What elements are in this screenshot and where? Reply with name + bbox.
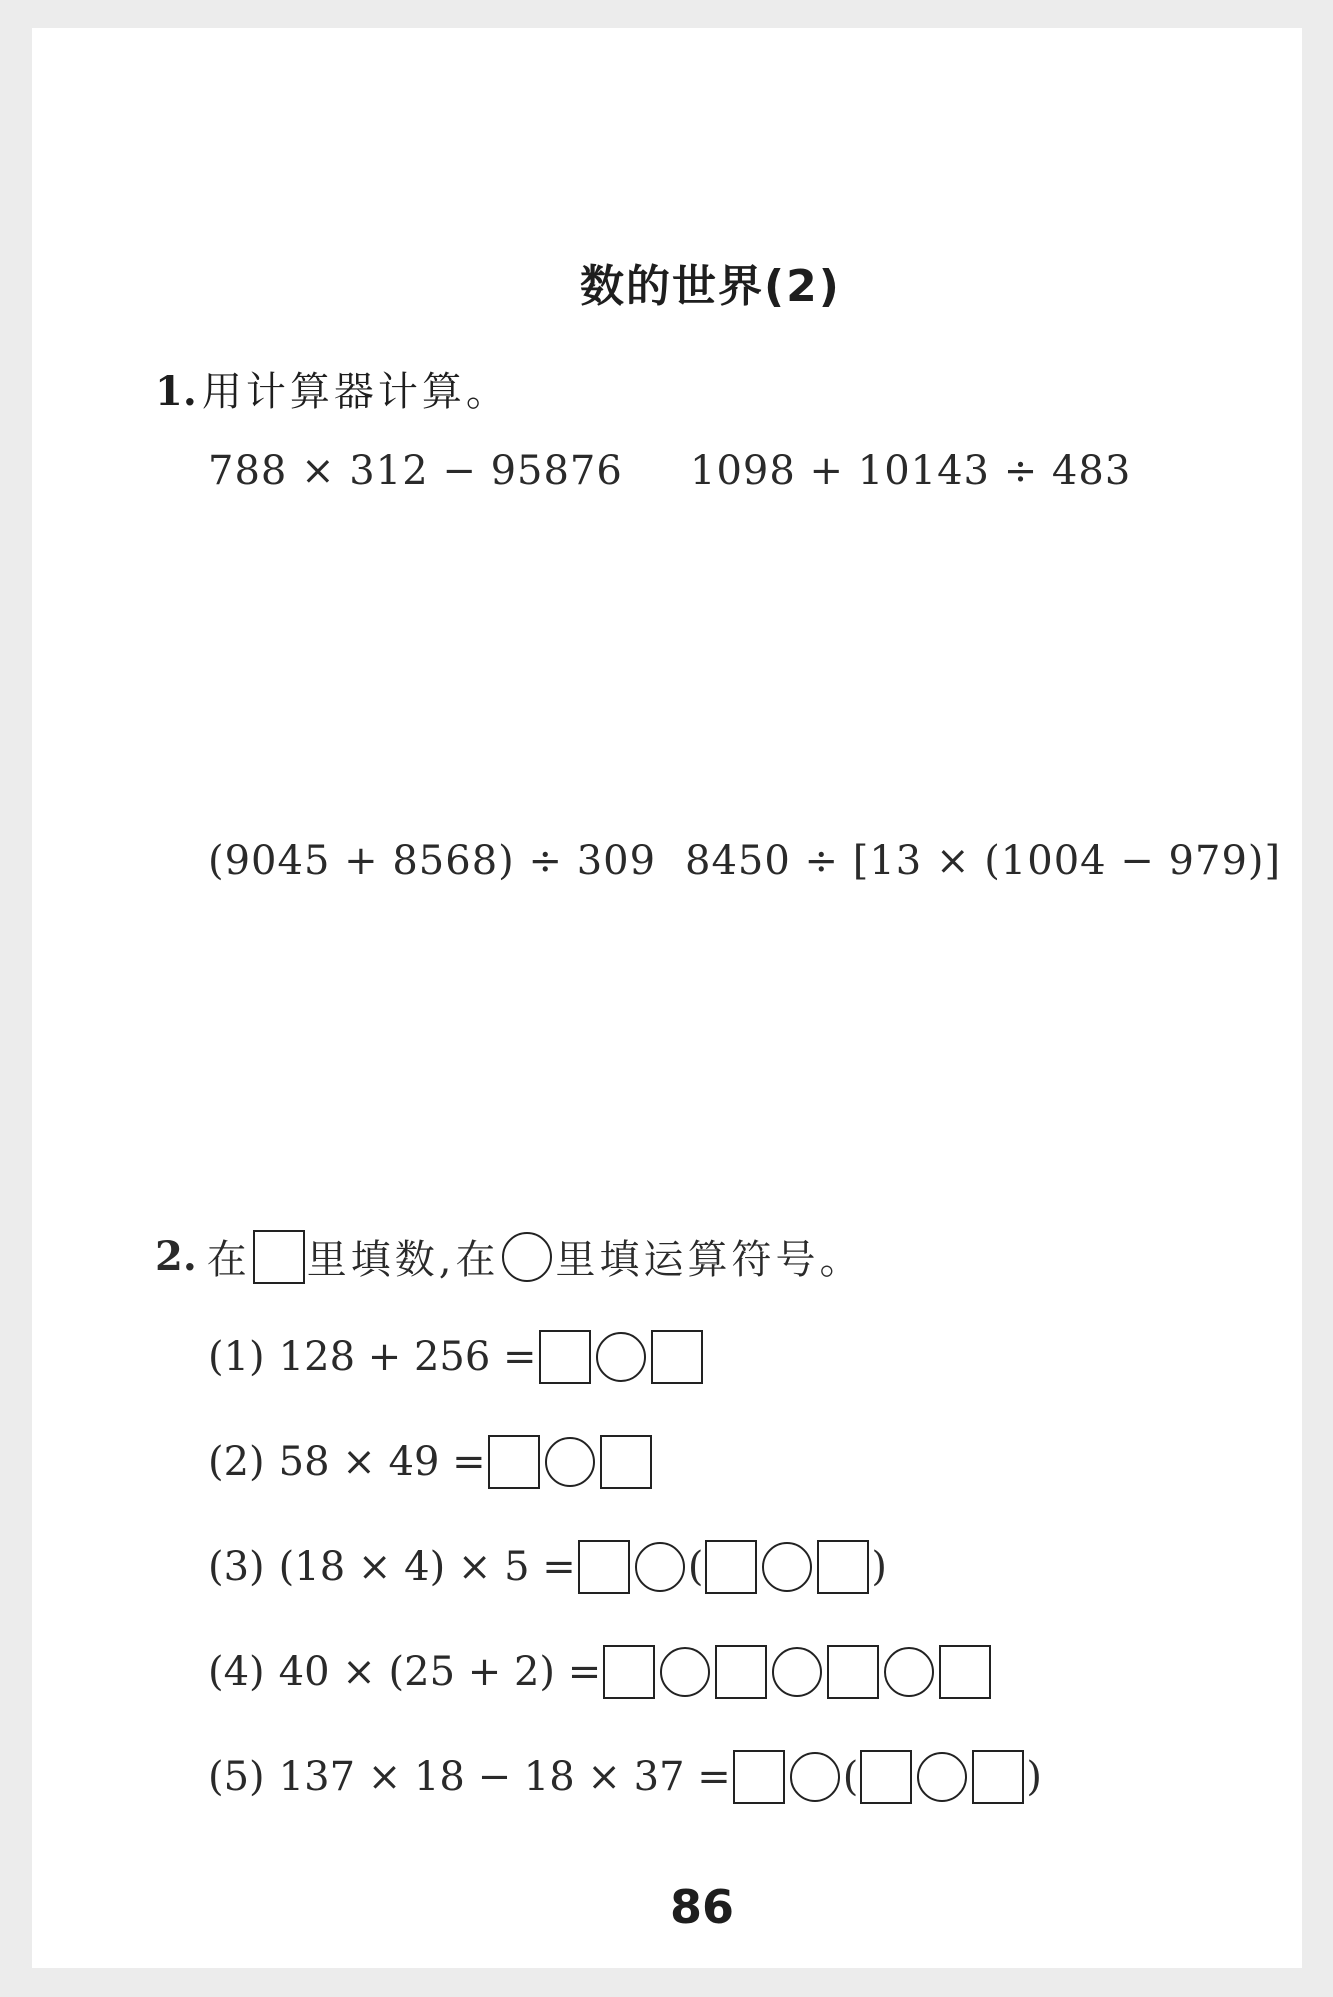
fill-item-5 (208, 1750, 1042, 1804)
fill-item-4 (208, 1645, 993, 1699)
operator-circle[interactable] (545, 1437, 595, 1487)
open-paren: ( (687, 1544, 704, 1590)
answer-box[interactable] (539, 1330, 591, 1384)
item-1-label: (1) (208, 1334, 265, 1380)
question-1-number: 1. (155, 368, 197, 415)
operator-circle[interactable] (790, 1752, 840, 1802)
item-2-label: (2) (208, 1439, 265, 1485)
question-2-number: 2. (155, 1233, 197, 1280)
close-paren: ) (1026, 1754, 1042, 1800)
answer-box[interactable] (827, 1645, 879, 1699)
answer-box[interactable] (860, 1750, 912, 1804)
expression-3: (9045 + 8568) ÷ 309 (208, 838, 657, 884)
answer-box[interactable] (488, 1435, 540, 1489)
answer-box[interactable] (651, 1330, 703, 1384)
answer-box[interactable] (600, 1435, 652, 1489)
answer-box[interactable] (603, 1645, 655, 1699)
close-paren: ) (871, 1544, 888, 1590)
item-3-label: (3) (208, 1544, 265, 1590)
question-2-text-c: 里填运算符号。 (555, 1237, 864, 1283)
item-3-lhs: (18 × 4) × 5 = (278, 1544, 576, 1590)
question-2-text-a: 在 (206, 1237, 251, 1283)
answer-box[interactable] (939, 1645, 991, 1699)
operator-circle[interactable] (762, 1542, 812, 1592)
expression-4: 8450 ÷ [13 × (1004 − 979)] (685, 838, 1282, 884)
fill-item-2 (208, 1435, 654, 1489)
answer-box[interactable] (715, 1645, 767, 1699)
answer-box[interactable] (817, 1540, 869, 1594)
sample-circle-shape (502, 1232, 552, 1282)
answer-box[interactable] (733, 1750, 785, 1804)
item-5-lhs: 137 × 18 − 18 × 37 = (278, 1754, 731, 1800)
page-title: 数的世界(2) (580, 261, 841, 312)
fill-item-3 (208, 1540, 887, 1594)
answer-box[interactable] (578, 1540, 630, 1594)
operator-circle[interactable] (917, 1752, 967, 1802)
item-4-lhs: 40 × (25 + 2) = (278, 1649, 602, 1695)
item-1-lhs: 128 + 256 = (278, 1334, 537, 1380)
answer-box[interactable] (972, 1750, 1024, 1804)
item-2-lhs: 58 × 49 = (278, 1439, 486, 1485)
sample-box-shape (253, 1230, 305, 1284)
operator-circle[interactable] (772, 1647, 822, 1697)
item-4-label: (4) (208, 1649, 265, 1695)
item-5-label: (5) (208, 1754, 265, 1800)
answer-box[interactable] (705, 1540, 757, 1594)
fill-item-1 (208, 1330, 705, 1384)
operator-circle[interactable] (884, 1647, 934, 1697)
question-1-text: 用计算器计算。 (201, 369, 510, 415)
expression-2: 1098 + 10143 ÷ 483 (690, 448, 1132, 494)
operator-circle[interactable] (660, 1647, 710, 1697)
page-number: 86 (670, 1880, 735, 1934)
operator-circle[interactable] (635, 1542, 685, 1592)
operator-circle[interactable] (596, 1332, 646, 1382)
expression-1: 788 × 312 − 95876 (208, 448, 623, 494)
question-2-header (155, 1228, 863, 1285)
open-paren: ( (842, 1754, 859, 1800)
question-2-text-b: 里填数,在 (306, 1237, 500, 1283)
question-1-header (155, 360, 510, 417)
